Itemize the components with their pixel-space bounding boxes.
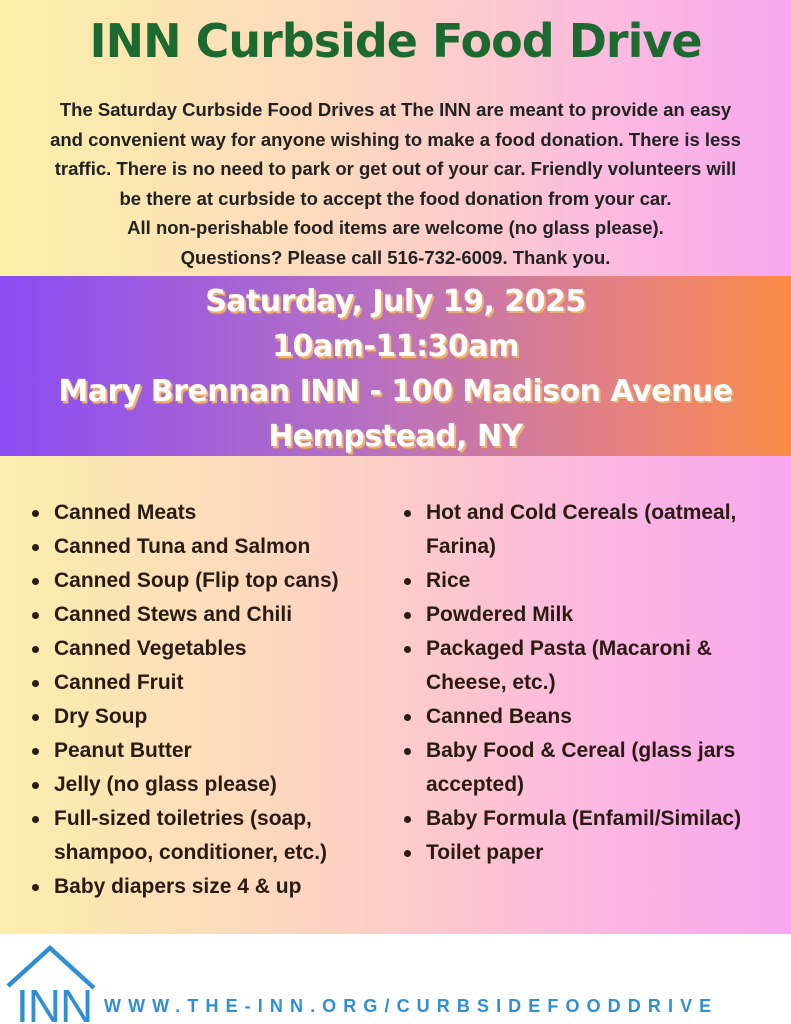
list-item: Dry Soup (28, 700, 398, 734)
list-item: Canned Beans (400, 700, 780, 734)
list-item: Canned Fruit (28, 666, 398, 700)
list-item: Full-sized toiletries (soap, shampoo, conditioner, etc.) (28, 802, 398, 870)
list-item: Baby Formula (Enfamil/Similac) (400, 802, 780, 836)
list-item: Hot and Cold Cereals (oatmeal, Farina) (400, 496, 780, 564)
header-section (0, 0, 791, 276)
intro-line: The Saturday Curbside Food Drives at The INN are meant to provide an easy (59, 99, 732, 120)
intro-line: and convenient way for anyone wishing to make a food donation. There is less (50, 128, 741, 150)
event-details (0, 279, 791, 459)
event-date: Saturday, July 19, 2025 (205, 284, 586, 319)
intro-line: traffic. There is no need to park or get out of your car. Friendly volunteers will (54, 158, 737, 179)
list-item: Canned Tuna and Salmon (28, 530, 398, 564)
logo-text: INN (16, 980, 93, 1024)
event-time: 10am-11:30am (272, 329, 519, 364)
list-item: Canned Stews and Chili (28, 598, 398, 632)
inn-house-logo-icon (4, 942, 104, 1024)
list-item: Canned Meats (28, 496, 398, 530)
list-item: Toilet paper (400, 836, 780, 870)
list-item: Rice (400, 564, 780, 598)
footer (0, 934, 791, 1024)
website-link[interactable]: WWW.THE-INN.ORG/CURBSIDEFOODDRIVE (104, 996, 719, 1016)
list-item: Canned Soup (Flip top cans) (28, 564, 398, 598)
event-city: Hempstead, NY (268, 419, 523, 454)
list-item: Baby Food & Cereal (glass jars accepted) (400, 734, 780, 802)
page-title: INN Curbside Food Drive (89, 14, 702, 68)
intro-line: be there at curbside to accept the food donation from your car. (119, 187, 672, 209)
donation-items-section (0, 456, 791, 934)
list-item: Powdered Milk (400, 598, 780, 632)
intro-line: All non-perishable food items are welcome (no glass please). (127, 217, 664, 238)
intro-paragraph (10, 95, 781, 272)
event-location: Mary Brennan INN - 100 Madison Avenue (58, 374, 733, 409)
list-item: Canned Vegetables (28, 632, 398, 666)
list-item: Packaged Pasta (Macaroni & Cheese, etc.) (400, 632, 780, 700)
intro-line: Questions? Please call 516-732-6009. Thank you. (180, 246, 611, 268)
list-item: Jelly (no glass please) (28, 768, 398, 802)
items-list-left (28, 496, 398, 904)
list-item: Peanut Butter (28, 734, 398, 768)
items-list-right (400, 496, 780, 870)
list-item: Baby diapers size 4 & up (28, 870, 398, 904)
